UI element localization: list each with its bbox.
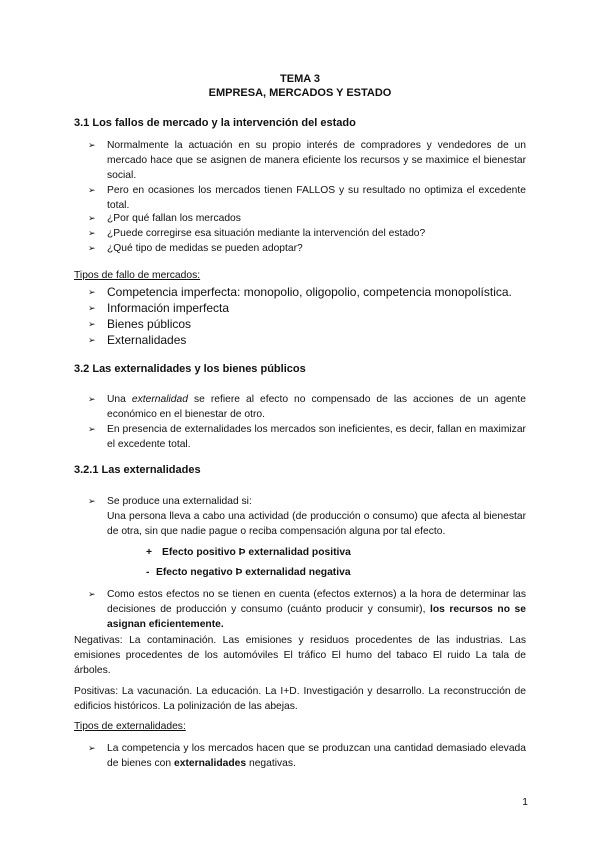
bullet-text: La competencia y los mercados hacen que se produzcan una cantidad demasiado elevada de bienes con externalidades negativas. <box>107 743 526 770</box>
arrow-bullet-icon: ➢ <box>88 424 96 434</box>
arrow-bullet-icon: ➢ <box>88 319 96 329</box>
list-item <box>88 211 526 226</box>
bullet-text: Normalmente la actuación en su propio interés de compradores y vendedores de un mercado hace que se asignen de manera eficiente los recursos y se maximice el bienestar social. <box>107 140 526 182</box>
fallo-types-label: Tipos de fallo de mercados: <box>74 270 201 281</box>
doc-title-line2: EMPRESA, MERCADOS Y ESTADO <box>208 87 392 99</box>
bullet-text: Una externalidad se refiere al efecto no compensado de las acciones de un agente económico en el bienestar de otro. <box>107 394 526 421</box>
bullet-text: Información imperfecta <box>107 301 230 315</box>
doc-title-line1: TEMA 3 <box>280 73 320 85</box>
bullet-text: Bienes públicos <box>107 317 192 331</box>
arrow-bullet-icon: ➢ <box>88 743 96 753</box>
bullet-text: ¿Qué tipo de medidas se pueden adoptar? <box>107 243 303 254</box>
arrow-bullet-icon: ➢ <box>88 243 96 253</box>
list-item <box>88 183 526 213</box>
arrow-bullet-icon: ➢ <box>88 496 96 506</box>
arrow-bullet-icon: ➢ <box>88 303 96 313</box>
list-item <box>88 316 526 332</box>
negative-effect-line: Efecto negativo Þ externalidad negativa <box>156 567 351 578</box>
externality-types-label: Tipos de externalidades: <box>74 721 186 732</box>
positivas-paragraph: Positivas: La vacunación. La educación. La I+D. Investigación y desarrollo. La reconstrucción de edificios históricos. La polinización de las abejas. <box>74 686 526 713</box>
bullet-text: Externalidades <box>107 333 187 347</box>
negative-effect-marker: - <box>146 567 150 578</box>
arrow-bullet-icon: ➢ <box>88 140 96 150</box>
section-3-2-1-heading: 3.2.1 Las externalidades <box>74 464 201 476</box>
positive-effect-line: Efecto positivo Þ externalidad positiva <box>162 547 351 558</box>
list-item <box>88 587 526 633</box>
arrow-bullet-icon: ➢ <box>88 228 96 238</box>
arrow-bullet-icon: ➢ <box>88 185 96 195</box>
negativas-paragraph: Negativas: La contaminación. Las emisiones y residuos procedentes de las industrias. Las emisiones procedentes de los automóviles El tráfico El humo del tabaco El ruido La tala de árboles. <box>74 635 526 677</box>
list-item <box>88 392 526 422</box>
bullet-text: Se produce una externalidad si: <box>107 496 252 507</box>
bullet-text: ¿Puede corregirse esa situación mediante la intervención del estado? <box>107 228 426 239</box>
arrow-bullet-icon: ➢ <box>88 394 96 404</box>
list-item <box>88 241 526 256</box>
bullet-text: ¿Por qué fallan los mercados <box>107 213 241 224</box>
list-item <box>88 226 526 241</box>
bullet-text: Pero en ocasiones los mercados tienen FALLOS y su resultado no optimiza el excedente total. <box>107 185 526 212</box>
arrow-bullet-icon: ➢ <box>88 287 96 297</box>
section-3-2-heading: 3.2 Las externalidades y los bienes públicos <box>74 363 306 375</box>
bullet-text: En presencia de externalidades los mercados son ineficientes, es decir, fallan en maximizar el excedente total. <box>107 424 526 451</box>
list-item <box>88 138 526 184</box>
list-item <box>88 332 526 348</box>
positive-effect-marker: + <box>146 547 153 558</box>
list-item <box>88 494 526 540</box>
arrow-bullet-icon: ➢ <box>88 589 96 599</box>
bullet-text: Como estos efectos no se tienen en cuenta (efectos externos) a la hora de determinar las decisiones de producción y consumo (cuánto producir y consumir), los recursos no se asignan eficientemente. <box>107 589 526 631</box>
section-3-1-heading: 3.1 Los fallos de mercado y la intervención del estado <box>74 117 356 129</box>
bullet-text: Competencia imperfecta: monopolio, oligopolio, competencia monopolística. <box>107 285 512 299</box>
list-item <box>88 741 526 771</box>
arrow-bullet-icon: ➢ <box>88 335 96 345</box>
page-number: 1 <box>522 797 528 808</box>
arrow-bullet-icon: ➢ <box>88 213 96 223</box>
bullet-text-continuation: Una persona lleva a cabo una actividad (de producción o consumo) que afecta al bienestar de otra, sin que nadie pague o reciba compensación alguna por tal efecto. <box>107 511 526 538</box>
list-item <box>88 300 526 316</box>
list-item <box>88 422 526 452</box>
list-item <box>88 284 526 300</box>
